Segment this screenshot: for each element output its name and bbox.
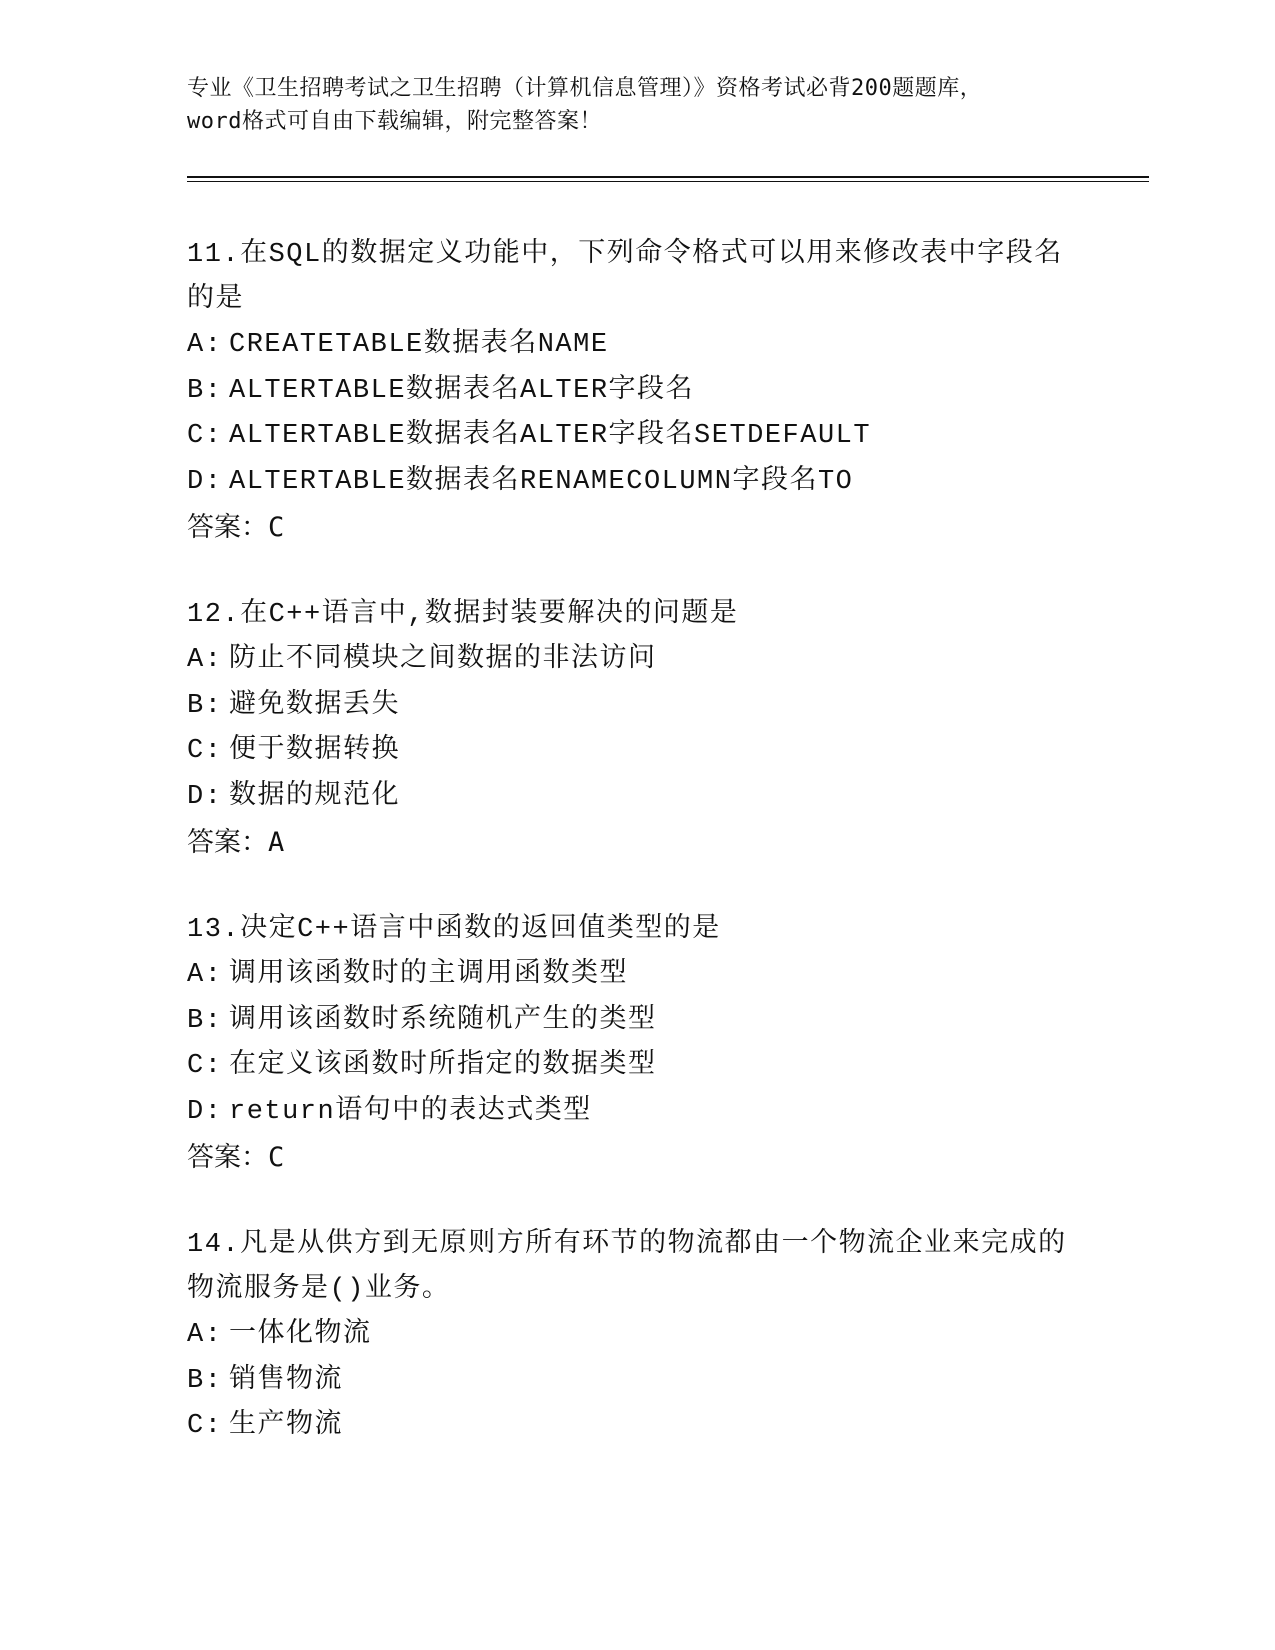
header-line-2: word格式可自由下载编辑，附完整答案！: [187, 109, 602, 134]
option-c: [187, 1044, 1087, 1090]
option-text: 防止不同模块之间数据的非法访问: [229, 645, 657, 675]
option-letter: B:: [187, 1365, 223, 1396]
question-stem-line: 13.决定C++语言中函数的返回值类型的是: [187, 915, 721, 945]
option-c: [187, 414, 1087, 460]
option-b: [187, 684, 1087, 730]
question-list: [187, 233, 1087, 1450]
option-text: 调用该函数时的主调用函数类型: [229, 960, 628, 990]
question-stem-line: 的是: [187, 285, 244, 315]
answer-line: 答案：C: [187, 1142, 285, 1173]
option-text: 调用该函数时系统随机产生的类型: [229, 1005, 657, 1036]
option-b: [187, 369, 1087, 415]
question-14: [187, 1223, 1087, 1450]
option-letter: C:: [187, 421, 223, 451]
option-text: 便于数据转换: [229, 736, 400, 766]
option-b: [187, 1359, 1087, 1405]
option-letter: D:: [187, 466, 223, 497]
question-stem-line: 物流服务是()业务。: [187, 1275, 451, 1305]
document-header: [187, 72, 1087, 138]
option-text: ALTERTABLE数据表名ALTER字段名SETDEFAULT: [229, 421, 872, 451]
option-letter: B:: [187, 1005, 223, 1036]
question-stem-line: 12.在C++语言中,数据封装要解决的问题是: [187, 600, 739, 630]
option-a: [187, 323, 1087, 369]
option-text: 销售物流: [229, 1365, 343, 1396]
option-text: ALTERTABLE数据表名ALTER字段名: [229, 375, 695, 406]
option-text: 数据的规范化: [229, 781, 400, 812]
option-a: [187, 953, 1087, 999]
option-c: [187, 1404, 1087, 1450]
question-stem-line: 14.凡是从供方到无原则方所有环节的物流都由一个物流企业来完成的: [187, 1230, 1067, 1260]
answer-line: 答案：C: [187, 512, 285, 543]
option-letter: C:: [187, 1051, 223, 1081]
header-line-1: 专业《卫生招聘考试之卫生招聘（计算机信息管理）》资格考试必背200题题库，: [187, 76, 983, 101]
option-b: [187, 999, 1087, 1045]
option-text: 生产物流: [229, 1411, 343, 1441]
question-11: [187, 233, 1087, 550]
option-text: 一体化物流: [229, 1320, 372, 1350]
option-letter: A:: [187, 330, 223, 360]
option-letter: A:: [187, 1320, 223, 1350]
option-d: [187, 460, 1087, 506]
option-c: [187, 729, 1087, 775]
option-letter: A:: [187, 960, 223, 990]
option-d: [187, 1090, 1087, 1136]
option-text: 在定义该函数时所指定的数据类型: [229, 1051, 657, 1081]
option-letter: A:: [187, 645, 223, 675]
question-12: [187, 593, 1087, 865]
option-letter: D:: [187, 781, 223, 812]
option-text: ALTERTABLE数据表名RENAMECOLUMN字段名TO: [229, 466, 854, 497]
option-text: return语句中的表达式类型: [229, 1096, 592, 1127]
question-13: [187, 908, 1087, 1180]
option-text: 避免数据丢失: [229, 690, 400, 721]
option-a: [187, 638, 1087, 684]
option-letter: C:: [187, 1411, 223, 1441]
header-divider: [187, 176, 1149, 182]
option-text: CREATETABLE数据表名NAME: [229, 330, 609, 360]
question-stem-line: 11.在SQL的数据定义功能中，下列命令格式可以用来修改表中字段名: [187, 240, 1063, 270]
option-letter: B:: [187, 375, 223, 406]
option-letter: C:: [187, 736, 223, 766]
answer-line: 答案：A: [187, 827, 285, 858]
option-letter: D:: [187, 1096, 223, 1127]
option-letter: B:: [187, 690, 223, 721]
option-a: [187, 1313, 1087, 1359]
option-d: [187, 775, 1087, 821]
